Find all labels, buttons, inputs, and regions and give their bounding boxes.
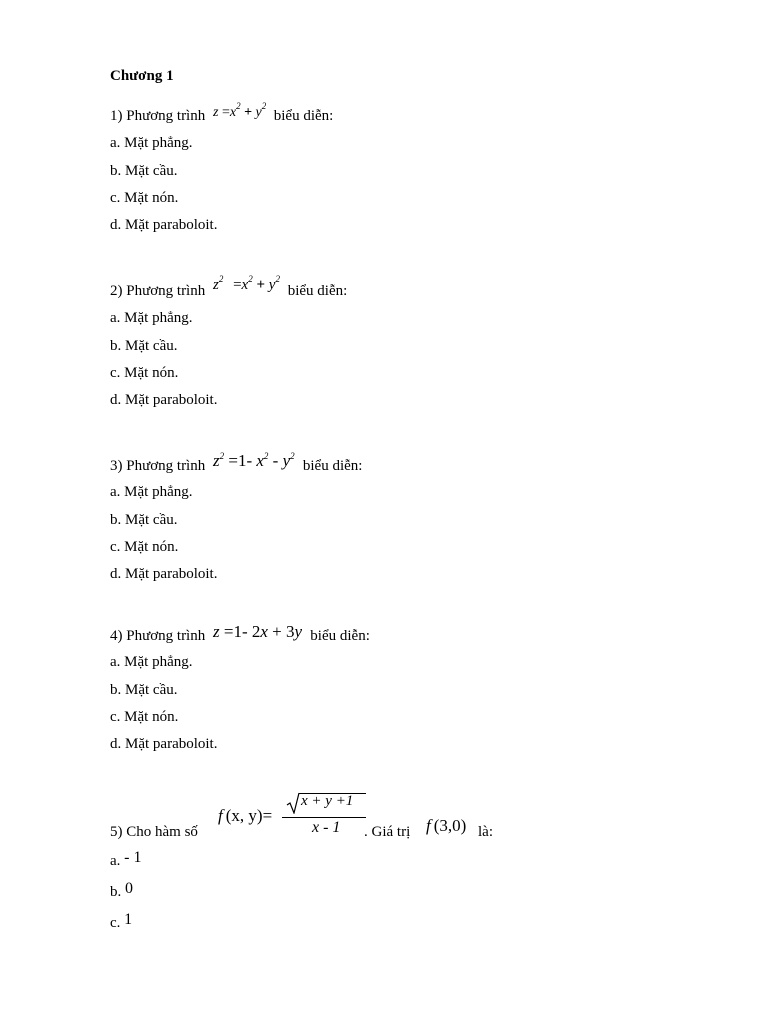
eq-op: + bbox=[252, 277, 269, 293]
question-suffix: biểu diễn: bbox=[302, 458, 363, 474]
option-d: d. Mặt paraboloit. bbox=[110, 392, 218, 408]
equation bbox=[213, 622, 306, 641]
option-b bbox=[110, 882, 133, 902]
sqrt-radical-icon bbox=[286, 792, 300, 814]
option-c bbox=[110, 913, 132, 933]
question-stem bbox=[110, 622, 370, 645]
eq-term-1: x bbox=[241, 277, 249, 293]
eq-exp-2: 2 bbox=[290, 451, 295, 461]
equation bbox=[212, 101, 270, 120]
eq-x: x bbox=[260, 622, 268, 641]
eq-exp-2: 2 bbox=[261, 101, 267, 111]
function-value-expr bbox=[426, 816, 466, 836]
option-label: a. bbox=[110, 853, 121, 869]
eq-exp-1: 2 bbox=[236, 101, 241, 111]
option-b: b. Mặt cầu. bbox=[110, 163, 178, 179]
option-a bbox=[110, 851, 142, 871]
fraction-numerator: x + y +1 bbox=[301, 793, 354, 809]
eq-part-2: + 3 bbox=[267, 622, 295, 641]
option-d: d. Mặt paraboloit. bbox=[110, 566, 218, 582]
option-label: b. bbox=[110, 884, 122, 900]
option-a: a. Mặt phẳng. bbox=[110, 654, 193, 670]
eq-lhs: z bbox=[212, 451, 220, 470]
option-value: - 1 bbox=[124, 849, 142, 866]
option-c: c. Mặt nón. bbox=[110, 190, 179, 206]
eq-rel: = bbox=[218, 105, 230, 120]
option-b: b. Mặt cầu. bbox=[110, 338, 178, 354]
question-stem bbox=[110, 274, 348, 301]
function-lhs bbox=[218, 806, 272, 826]
option-b: b. Mặt cầu. bbox=[110, 682, 178, 698]
option-a: a. Mặt phẳng. bbox=[110, 310, 193, 326]
func-eq: = bbox=[262, 806, 273, 825]
question-prefix: 1) Phương trình bbox=[110, 108, 206, 124]
option-d: d. Mặt paraboloit. bbox=[110, 736, 218, 752]
question-prefix: 2) Phương trình bbox=[110, 283, 206, 299]
question-suffix: biểu diễn: bbox=[310, 628, 370, 644]
eq-term-1: x bbox=[229, 105, 237, 120]
option-c: c. Mặt nón. bbox=[110, 539, 179, 555]
eq-term-2: y bbox=[268, 277, 276, 293]
eq-exp-1: 2 bbox=[248, 274, 253, 284]
fraction-bar bbox=[282, 817, 366, 818]
value-args: (3,0) bbox=[433, 816, 467, 835]
question-prefix: 5) Cho hàm số bbox=[110, 824, 198, 840]
eq-lhs-exp: 2 bbox=[219, 451, 225, 461]
eq-exp-2: 2 bbox=[275, 274, 280, 284]
option-b: b. Mặt cầu. bbox=[110, 512, 178, 528]
question-suffix: là: bbox=[478, 824, 493, 840]
eq-y: y bbox=[294, 622, 303, 641]
chapter-title: Chương 1 bbox=[110, 68, 174, 84]
eq-lhs-exp: 2 bbox=[218, 274, 224, 284]
option-c: c. Mặt nón. bbox=[110, 365, 179, 381]
func-name: f bbox=[218, 806, 223, 825]
eq-term-2: y bbox=[255, 105, 262, 120]
question-stem bbox=[110, 451, 363, 475]
fraction-denominator: x - 1 bbox=[312, 819, 341, 836]
question-prefix: 3) Phương trình bbox=[110, 458, 206, 474]
option-value: 1 bbox=[124, 911, 133, 928]
func-args-wrap bbox=[226, 806, 263, 825]
equation bbox=[213, 451, 299, 470]
equation bbox=[212, 274, 284, 293]
question-stem bbox=[110, 822, 198, 842]
eq-exp-1: 2 bbox=[263, 451, 269, 461]
option-d: d. Mặt paraboloit. bbox=[110, 217, 218, 233]
eq-lhs: z bbox=[212, 277, 219, 293]
option-c: c. Mặt nón. bbox=[110, 709, 179, 725]
eq-op: - bbox=[268, 451, 283, 470]
eq-term-1: x bbox=[256, 451, 264, 470]
eq-lhs: z bbox=[212, 105, 219, 120]
option-value: 0 bbox=[125, 880, 133, 897]
eq-op: + bbox=[240, 105, 256, 120]
eq-term-2: y bbox=[282, 451, 291, 470]
function-definition bbox=[218, 790, 368, 842]
question-middle: . Giá trị bbox=[364, 824, 411, 840]
question-suffix: biểu diễn: bbox=[287, 283, 348, 299]
option-a: a. Mặt phẳng. bbox=[110, 135, 193, 151]
question-stem bbox=[110, 101, 334, 126]
eq-z: z bbox=[212, 622, 220, 641]
question-prefix: 4) Phương trình bbox=[110, 628, 206, 644]
eq-rel: = bbox=[229, 277, 242, 293]
question-suffix: biểu diễn: bbox=[273, 108, 334, 124]
option-label: c. bbox=[110, 915, 121, 931]
func-args: (x, y) bbox=[225, 806, 263, 825]
eq-part-1: =1- 2 bbox=[219, 622, 261, 641]
value-func-name: f bbox=[426, 816, 431, 835]
eq-rel: =1- bbox=[224, 451, 257, 470]
option-a: a. Mặt phẳng. bbox=[110, 484, 193, 500]
